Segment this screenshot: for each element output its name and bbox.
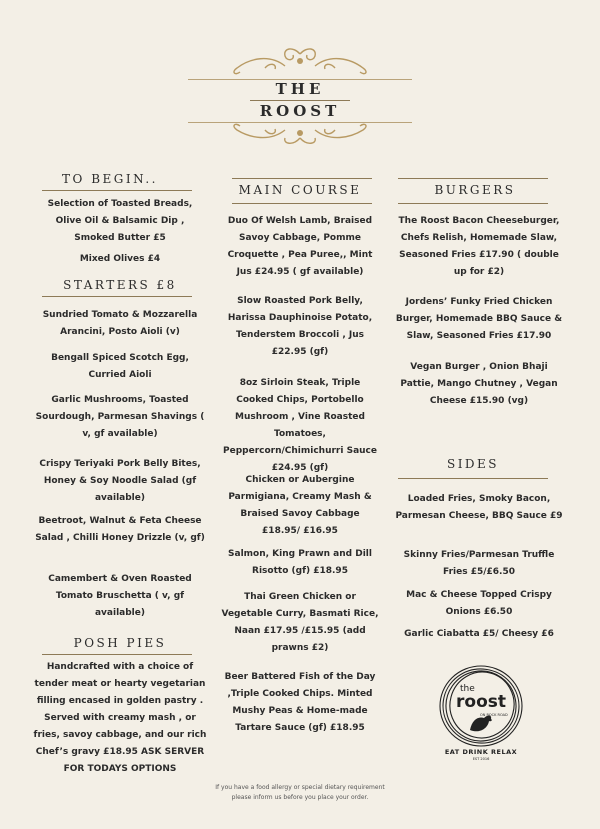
- allergy-note-line1: If you have a food allergy or special dietary requirement: [215, 784, 385, 791]
- header-the: THE: [275, 80, 325, 98]
- section-rule: [42, 654, 192, 655]
- top-ornament-icon: [225, 44, 375, 79]
- logo-tagline: EAT DRINK RELAX: [444, 748, 518, 756]
- section-rule: [42, 296, 192, 297]
- menu-item: Loaded Fries, Smoky Bacon, Parmesan Cheese, BBQ Sauce £9: [395, 494, 563, 521]
- menu-item: Garlic Ciabatta £5/ Cheesy £6: [404, 629, 554, 639]
- section-title-to-begin: TO BEGIN..: [62, 172, 158, 186]
- menu-item: The Roost Bacon Cheeseburger, Chefs Relish, Homemade Slaw, Seasoned Fries £17.90 ( double up for £2): [398, 216, 560, 277]
- section-title-starters: STARTERS £8: [63, 278, 177, 292]
- header-mid-rule: [250, 100, 350, 101]
- section-title-burgers: BURGERS: [434, 183, 516, 197]
- menu-item: 8oz Sirloin Steak, Triple Cooked Chips, Portobello Mushroom , Vine Roasted Tomatoes, Peppercorn/Chimichurri Sauce £24.95 (gf): [223, 378, 377, 473]
- section-title-sides: SIDES: [446, 457, 500, 471]
- logo-roost: roost: [456, 692, 506, 712]
- menu-item: Salmon, King Prawn and Dill Risotto (gf) £18.95: [228, 549, 372, 576]
- section-title-main-course: MAIN COURSE: [238, 183, 362, 197]
- logo-sub: ON ROCK ROAD: [480, 713, 508, 717]
- menu-item: Beetroot, Walnut & Feta Cheese Salad , Chilli Honey Drizzle (v, gf): [35, 516, 205, 543]
- menu-item: Selection of Toasted Breads, Olive Oil & Balsamic Dip , Smoked Butter £5: [47, 199, 193, 243]
- menu-item: Sundried Tomato & Mozzarella Arancini, Posto Aioli (v): [42, 310, 198, 337]
- header-roost: ROOST: [259, 102, 341, 120]
- section-rule: [398, 478, 548, 479]
- menu-item: Bengall Spiced Scotch Egg, Curried Aioli: [51, 353, 189, 380]
- logo-the: the: [460, 684, 475, 694]
- menu-item: Slow Roasted Pork Belly, Harissa Dauphinoise Potato, Tenderstem Broccoli , Jus £22.95 (gf): [227, 296, 373, 357]
- menu-item: Thai Green Chicken or Vegetable Curry, Basmati Rice, Naan £17.95 /£15.95 (add prawns £2): [221, 592, 379, 653]
- menu-item: Vegan Burger , Onion Bhaji Pattie, Mango Chutney , Vegan Cheese £15.90 (vg): [400, 362, 558, 406]
- menu-item: Crispy Teriyaki Pork Belly Bites, Honey & Soy Noodle Salad (gf available): [39, 459, 201, 503]
- menu-item: Skinny Fries/Parmesan Truffle Fries £5/£6.50: [403, 550, 555, 577]
- menu-item: Mac & Cheese Topped Crispy Onions £6.50: [406, 590, 552, 617]
- section-rule: [398, 178, 548, 179]
- menu-item: Garlic Mushrooms, Toasted Sourdough, Parmesan Shavings ( v, gf available): [35, 395, 205, 439]
- menu-item: Camembert & Oven Roasted Tomato Bruschetta ( v, gf available): [48, 574, 192, 618]
- roost-logo: [436, 662, 526, 762]
- menu-item: Beer Battered Fish of the Day ,Triple Cooked Chips. Minted Mushy Peas & Home-made Tartare Sauce (gf) £18.95: [224, 672, 376, 733]
- section-rule: [42, 190, 192, 191]
- allergy-note-line2: please inform us before you place your order.: [231, 794, 369, 801]
- logo-est: EST 2016: [472, 757, 490, 761]
- menu-item: Mixed Olives £4: [79, 254, 161, 264]
- bottom-ornament-icon: [225, 122, 375, 150]
- section-rule: [232, 178, 372, 179]
- section-title-posh-pies: POSH PIES: [73, 636, 167, 650]
- menu-item: Jordens’ Funky Fried Chicken Burger, Homemade BBQ Sauce & Slaw, Seasoned Fries £17.90: [395, 297, 563, 341]
- menu-item: Chicken or Aubergine Parmigiana, Creamy Mash & Braised Savoy Cabbage £18.95/ £16.95: [228, 475, 372, 536]
- posh-pies-description: Handcrafted with a choice of tender meat or hearty vegetarian filling encased in golden pastry . Served with creamy mash , or fries, savoy cabbage, and our rich Chef’s gravy £18.95 ASK SERVER FOR TODAYS OPTIONS: [33, 662, 207, 774]
- menu-item: Duo Of Welsh Lamb, Braised Savoy Cabbage, Pomme Croquette , Pea Puree,, Mint Jus £24.95 ( gf available): [227, 216, 373, 277]
- section-rule: [232, 203, 372, 204]
- section-rule: [398, 203, 548, 204]
